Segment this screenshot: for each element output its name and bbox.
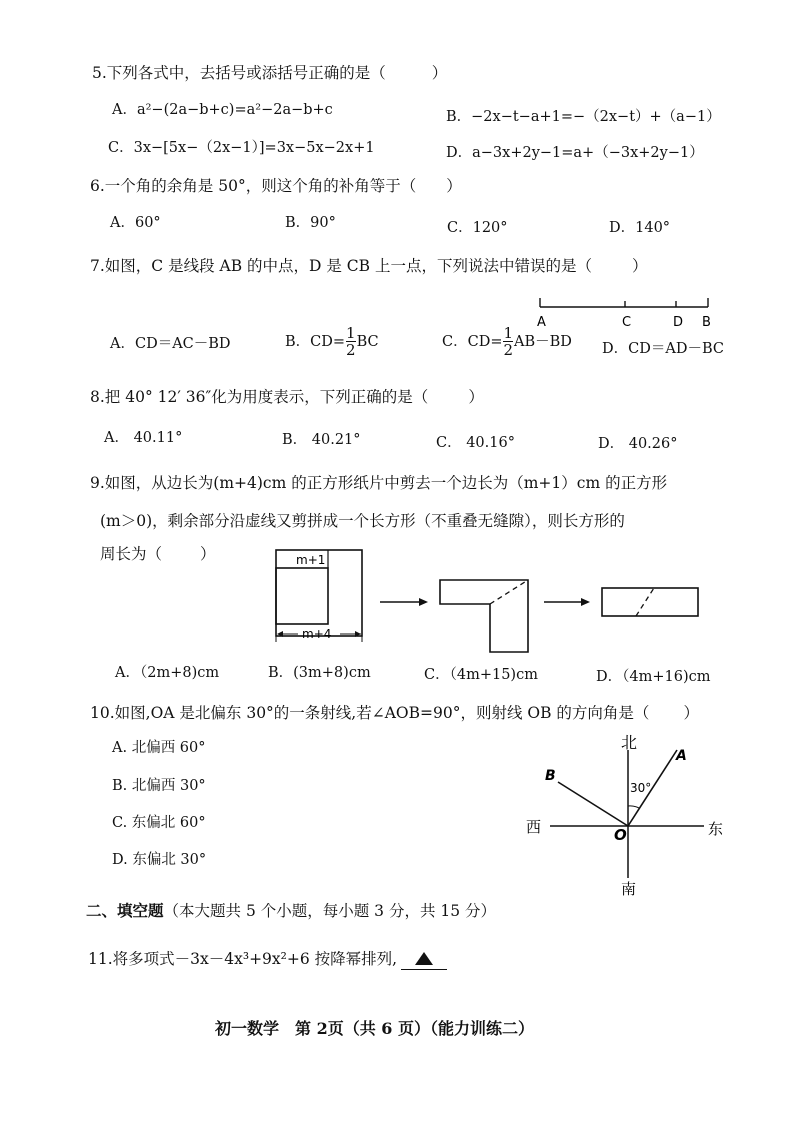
q7-option-c-suffix: AB－BD — [514, 334, 572, 350]
q7-label-b: B — [702, 315, 711, 330]
q10-label-west: 西 — [526, 818, 542, 836]
q7-option-c — [442, 326, 572, 358]
q5-option-d: D．a−3x+2y−1=a+（−3x+2y−1） — [446, 145, 704, 161]
q9-arrow-1-head — [419, 598, 428, 606]
q7-option-b-suffix: BC — [356, 334, 379, 350]
q9-rectangle — [602, 588, 698, 616]
q10-option-b: B. 北偏西 30° — [112, 778, 206, 794]
q8-option-a: A． 40.11° — [104, 430, 183, 446]
q9-l-dashed-cut — [490, 580, 528, 604]
q10-angle-label: 30° — [630, 781, 652, 795]
q10-label-b: B — [545, 768, 556, 784]
q9-option-c: C．（4m+15)cm — [424, 667, 538, 683]
q6-stem-end: ） — [446, 177, 462, 195]
q5-option-c: C．3x−[5x−（2x−1）]=3x−5x−2x+1 — [108, 140, 375, 156]
q6-option-a: A．60° — [110, 215, 161, 231]
q7-option-c-fraction — [503, 326, 513, 358]
q7-label-d: D — [673, 315, 684, 330]
q7-option-b-den: 2 — [346, 341, 356, 359]
q7-label-c: C — [622, 315, 632, 330]
q7-option-b-prefix: B．CD= — [285, 334, 346, 350]
q9-l-shape — [440, 580, 528, 652]
q10-label-east: 东 — [708, 820, 724, 838]
page-footer: 初一数学 第 2页（共 6 页）（能力训练二） — [215, 1019, 534, 1038]
q5-stem — [92, 66, 447, 82]
q6-option-d: D．140° — [609, 220, 671, 236]
section2-heading — [86, 903, 496, 920]
q8-option-b: B． 40.21° — [282, 432, 361, 448]
q8-stem-text: 8.把 40° 12′ 36″化为用度表示，下列正确的是（ — [90, 388, 429, 406]
q7-option-b-fraction — [346, 326, 356, 358]
q5-stem-end: ） — [431, 64, 448, 82]
q9-option-b: B．(3m+8)cm — [268, 665, 371, 681]
q8-option-c: C． 40.16° — [436, 435, 515, 451]
triangle-icon — [415, 952, 433, 965]
q7-option-c-den: 2 — [503, 341, 514, 359]
q6-option-c: C．120° — [447, 220, 508, 236]
q10-stem — [90, 706, 699, 722]
q7-stem-text: 7.如图，C 是线段 AB 的中点，D 是 CB 上一点，下列说法中错误的是（ — [90, 257, 592, 275]
q9-outer-label: m+4 — [302, 627, 332, 641]
q9-line-1: 9.如图，从边长为(m+4)cm 的正方形纸片中剪去一个边长为（m+1）cm 的正方形 — [90, 474, 668, 492]
q9-line-3 — [100, 547, 216, 563]
q9-figure — [268, 544, 708, 654]
q11-answer-blank[interactable] — [401, 952, 447, 970]
q10-stem-text: 10.如图,OA 是北偏东 30°的一条射线,若∠AOB=90°，则射线 OB 的方向角是（ — [90, 704, 650, 722]
q11-stem — [88, 952, 447, 970]
q6-option-b: B．90° — [285, 215, 336, 231]
q9-arrow-2-head — [581, 598, 590, 606]
section2-detail: （本大题共 5 个小题，每小题 3 分，共 15 分） — [163, 902, 497, 920]
q10-label-a: A — [676, 748, 687, 764]
q10-label-south: 南 — [621, 880, 637, 898]
q10-label-origin: O — [614, 826, 627, 844]
q10-label-north: 北 — [621, 733, 638, 752]
q7-option-b — [285, 326, 379, 358]
q7-option-a: A．CD＝AC－BD — [110, 336, 231, 352]
q10-option-a: A. 北偏西 60° — [112, 740, 206, 756]
q6-stem-text: 6.一个角的余角是 50°，则这个角的补角等于（ — [90, 177, 417, 195]
q9-inner-square — [276, 568, 328, 624]
q9-inner-label: m+1 — [296, 553, 326, 567]
q10-ray-ob — [558, 782, 628, 826]
q8-stem — [90, 390, 484, 406]
q9-option-a: A．（2m+8)cm — [115, 665, 220, 681]
q11-stem-text: 11.将多项式－3x－4x³+9x²+6 按降幂排列, — [88, 950, 398, 968]
q8-option-d: D． 40.26° — [598, 436, 678, 452]
q5-option-b: B．−2x−t−a+1=−（2x−t）+（a−1） — [446, 109, 721, 125]
q7-label-a: A — [537, 315, 546, 330]
q5-option-a: A．a²−(2a−b+c)=a²−2a−b+c — [112, 102, 333, 118]
q7-option-c-prefix: C．CD= — [442, 334, 503, 350]
q8-stem-end: ） — [468, 388, 484, 406]
q10-stem-end: ） — [683, 704, 699, 722]
section2-title: 二、填空题 — [86, 901, 164, 920]
q7-option-d: D．CD＝AD－BC — [602, 341, 724, 357]
q5-stem-text: 5.下列各式中，去括号或添括号正确的是（ — [92, 64, 386, 82]
q9-line-3-text: 周长为（ — [100, 545, 163, 563]
q7-stem — [90, 259, 648, 275]
q10-option-d: D. 东偏北 30° — [112, 852, 207, 868]
q7-stem-end: ） — [631, 257, 648, 275]
q9-line-3-end: ） — [200, 545, 216, 563]
q9-option-d: D．（4m+16)cm — [596, 669, 711, 685]
q10-option-c: C. 东偏北 60° — [112, 815, 206, 831]
q9-line-2: (m＞0)，剩余部分沿虚线又剪拼成一个长方形（不重叠无缝隙），则长方形的 — [100, 512, 625, 530]
q7-option-b-num: 1 — [346, 324, 356, 342]
q7-option-c-num: 1 — [503, 324, 514, 342]
q10-angle-arc — [628, 806, 639, 808]
q9-rect-dashed-cut — [636, 588, 654, 616]
q10-compass-figure — [520, 730, 735, 900]
q6-stem — [90, 179, 462, 195]
